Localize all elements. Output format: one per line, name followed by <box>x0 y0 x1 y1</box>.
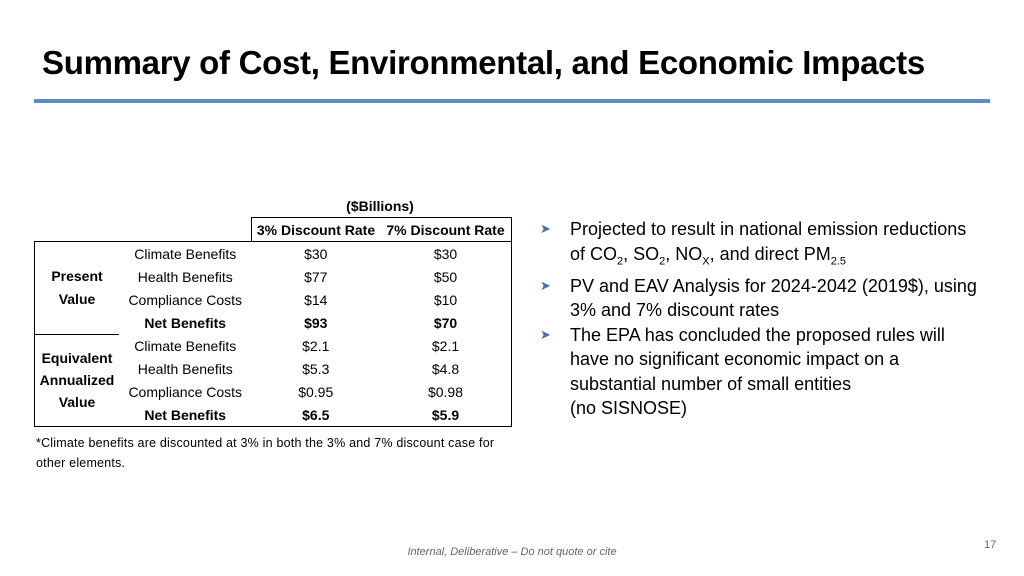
table-header-row <box>35 218 512 242</box>
table-units-label: ($Billions) <box>346 198 414 214</box>
arrow-bullet-icon: ➤ <box>540 221 551 236</box>
cell-value: $30 <box>380 242 512 266</box>
row-label: Net Benefits <box>144 314 227 331</box>
cell-value: $70 <box>380 311 512 334</box>
table-row <box>35 242 512 266</box>
bullet-emissions: ➤ Projected to result in national emission reductions of $CO_2$, $SO_2$, $NO_X$, and direct $PM_{2.5}$ <box>540 219 967 268</box>
cell-value: $2.1 <box>302 337 330 354</box>
row-label: Climate Benefits <box>119 242 252 266</box>
cell-value: $5.3 <box>302 360 330 377</box>
arrow-bullet-icon: ➤ <box>540 277 551 293</box>
cell-value: $50 <box>380 265 512 288</box>
table-row <box>35 334 512 357</box>
bullet-list <box>540 217 980 421</box>
cell-value: $77 <box>304 268 328 285</box>
slide-title: Summary of Cost, Environmental, and Economic Impacts <box>42 44 925 81</box>
cell-value: $4.8 <box>380 357 512 380</box>
row-label: Health Benefits <box>137 268 233 285</box>
cell-value: $5.9 <box>380 403 512 427</box>
cost-benefit-table <box>34 217 512 427</box>
cell-value: $30 <box>304 245 328 262</box>
arrow-bullet-icon: ➤ <box>540 326 551 342</box>
cell-value: $93 <box>304 314 328 331</box>
table-footnote: *Climate benefits are discounted at 3% in both the 3% and 7% discount case for other elements. <box>36 436 495 470</box>
cell-value: $2.1 <box>380 334 512 357</box>
section-label-annualized-value: Equivalent Annualized Value <box>35 334 120 427</box>
cell-value: $6.5 <box>252 403 381 427</box>
row-label: Climate Benefits <box>134 337 237 354</box>
title-underline <box>34 99 990 103</box>
row-label: Net Benefits <box>119 403 252 427</box>
col-header-7pct: 7% Discount Rate <box>380 218 512 242</box>
bullet-sisnose: ➤ The EPA has concluded the proposed rules will have no significant economic impact on a substantial number of small entities (no SISNOSE) <box>540 324 945 419</box>
cell-value: $10 <box>380 288 512 311</box>
section-label-present-value: Present Value <box>35 242 120 335</box>
confidentiality-footer: Internal, Deliberative – Do not quote or cite <box>407 546 617 558</box>
page-number: 17 <box>984 539 997 551</box>
row-label: Compliance Costs <box>128 383 243 400</box>
cell-value: $0.95 <box>298 383 334 400</box>
cell-value: $0.98 <box>380 380 512 403</box>
row-label: Compliance Costs <box>128 291 243 308</box>
cell-value: $14 <box>304 291 328 308</box>
col-header-3pct: 3% Discount Rate <box>252 218 381 242</box>
row-label: Health Benefits <box>137 360 233 377</box>
bullet-analysis: ➤ PV and EAV Analysis for 2024-2042 (2019$), using 3% and 7% discount rates <box>540 275 977 321</box>
